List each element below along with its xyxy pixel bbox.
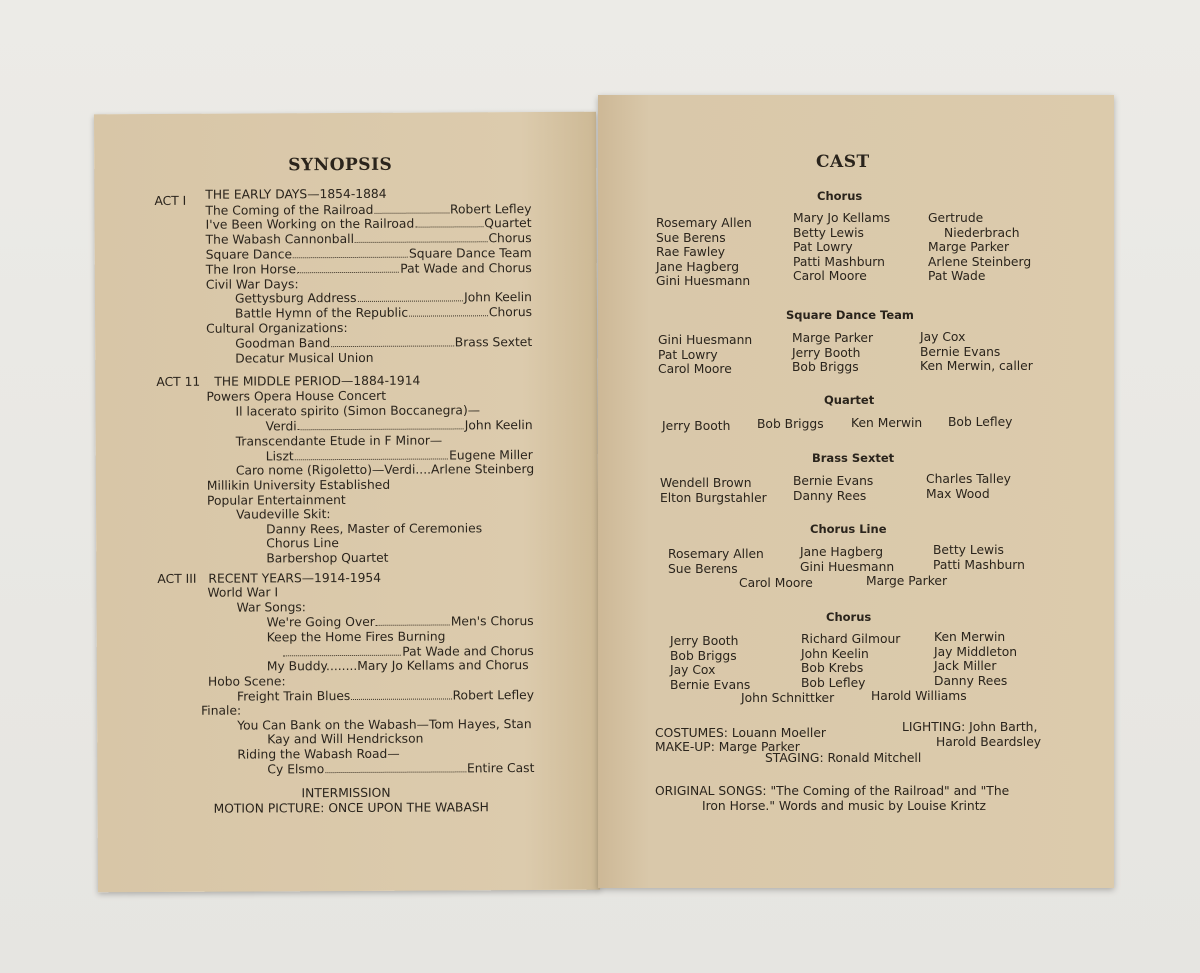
chorus-name: John Schnittker: [741, 691, 835, 705]
quartet-heading: Quartet: [824, 393, 875, 407]
quartet-name: Bob Lefley: [948, 415, 1013, 429]
square-dance-heading: Square Dance Team: [786, 308, 914, 322]
square-column-3: Jay Cox Bernie Evans Ken Merwin, caller: [920, 330, 1033, 374]
program-line: Finale:: [201, 703, 242, 718]
chorus-column-3: Gertrude Niederbrach Marge Parker Arlene Steinberg Pat Wade: [928, 211, 1032, 284]
chorus-line-column-1: Rosemary Allen Sue Berens: [668, 547, 764, 576]
square-column-1: Gini Huesmann Pat Lowry Carol Moore: [658, 333, 753, 377]
chorus-column-1: Rosemary Allen Sue Berens Rae Fawley Jane Hagberg Gini Huesmann: [656, 216, 752, 289]
program-line: Il lacerato spirito (Simon Boccanegra)—: [235, 403, 481, 419]
staging-credit: STAGING: Ronald Mitchell: [765, 751, 922, 765]
makeup-credit: MAKE-UP: Marge Parker: [655, 740, 800, 754]
program-line: Cy Elsmo Entire Cast: [267, 761, 535, 777]
program-line: I've Been Working on the Railroad Quartet: [205, 216, 532, 232]
program-line: Popular Entertainment: [206, 493, 346, 508]
act1-heading: THE EARLY DAYS—1854-1884: [205, 186, 387, 202]
brass-column-2: Bernie Evans Danny Rees: [793, 474, 874, 503]
program-line: World War I: [207, 585, 279, 600]
program-line: Decatur Musical Union: [235, 350, 374, 366]
synopsis-title: SYNOPSIS: [288, 154, 393, 176]
brass-sextet-heading: Brass Sextet: [812, 451, 895, 465]
program-line: Vaudeville Skit:: [236, 507, 331, 522]
program-line: Millikin University Established: [206, 477, 391, 493]
chorus-line-heading: Chorus Line: [810, 522, 887, 536]
program-line: Battle Hymn of the Republic Chorus: [234, 305, 533, 321]
program-line: The Wabash Cannonball Chorus: [205, 231, 532, 247]
chorus-line-name: Carol Moore: [739, 576, 813, 590]
program-line: Square Dance Square Dance Team: [205, 246, 532, 262]
cast-title: CAST: [816, 152, 870, 172]
chorus-column-2: Mary Jo Kellams Betty Lewis Pat Lowry Patti Mashburn Carol Moore: [793, 211, 891, 284]
original-songs-credit-2: Iron Horse." Words and music by Louise Krintz: [702, 799, 986, 813]
program-line: Liszt Eugene Miller: [265, 448, 533, 464]
chorus-line-name: Marge Parker: [866, 574, 948, 588]
chorus-line-column-3: Betty Lewis Patti Mashburn: [933, 543, 1025, 572]
program-line: Chorus Line: [266, 536, 339, 551]
brass-column-1: Wendell Brown Elton Burgstahler: [660, 476, 767, 505]
program-line: Verdi John Keelin: [265, 418, 533, 434]
chorus-column-3: Ken Merwin Jay Middleton Jack Miller Danny Rees: [934, 630, 1018, 688]
square-column-2: Marge Parker Jerry Booth Bob Briggs: [792, 331, 874, 375]
quartet-name: Bob Briggs: [757, 417, 824, 431]
act3-label: ACT III: [157, 571, 197, 586]
costumes-credit: COSTUMES: Louann Moeller: [655, 726, 826, 740]
program-line: Goodman Band Brass Sextet: [235, 335, 533, 351]
chorus-column-2: Richard Gilmour John Keelin Bob Krebs Bob Lefley: [801, 632, 901, 690]
program-line: Barbershop Quartet: [266, 550, 389, 566]
quartet-name: Jerry Booth: [662, 419, 731, 433]
program-line: Gettysburg Address John Keelin: [234, 290, 532, 306]
program-line: War Songs:: [236, 600, 306, 615]
program-line: Freight Train Blues Robert Lefley: [236, 688, 535, 704]
synopsis-page: [94, 112, 600, 893]
program-line: Cultural Organizations:: [206, 320, 348, 336]
program-line: My Buddy........Mary Jo Kellams and Chorus: [266, 658, 529, 674]
act2-heading: THE MIDDLE PERIOD—1884-1914: [214, 373, 421, 389]
act2-label: ACT 11: [156, 374, 201, 389]
program-line: Transcendante Etude in F Minor—: [235, 433, 443, 449]
chorus-heading: Chorus: [817, 189, 863, 203]
program-line: The Iron Horse Pat Wade and Chorus: [205, 261, 532, 277]
program-line: Keep the Home Fires Burning: [266, 629, 446, 645]
program-line: Riding the Wabash Road—: [237, 746, 400, 762]
original-songs-credit: ORIGINAL SONGS: "The Coming of the Railroad" and "The: [655, 784, 1010, 798]
quartet-name: Ken Merwin: [851, 416, 923, 430]
chorus-line-column-2: Jane Hagberg Gini Huesmann: [800, 545, 895, 574]
program-line: We're Going Over Men's Chorus: [266, 614, 534, 630]
chorus-heading: Chorus: [826, 610, 872, 624]
program-line: Kay and Will Hendrickson: [267, 731, 424, 747]
program-line: Civil War Days:: [205, 277, 299, 292]
motion-picture: MOTION PICTURE: ONCE UPON THE WABASH: [213, 800, 489, 816]
program-line: Powers Opera House Concert: [206, 388, 387, 404]
cast-page: [598, 95, 1114, 888]
act3-heading: RECENT YEARS—1914-1954: [208, 570, 382, 586]
brass-column-3: Charles Talley Max Wood: [926, 472, 1011, 501]
program-line: Pat Wade and Chorus: [282, 644, 534, 659]
chorus-name: Harold Williams: [871, 689, 967, 703]
intermission: INTERMISSION: [301, 785, 391, 801]
program-line: The Coming of the Railroad Robert Lefley: [205, 202, 532, 218]
lighting-credit-2: Harold Beardsley: [936, 735, 1042, 749]
program-line: Hobo Scene:: [207, 674, 286, 689]
act1-label: ACT I: [154, 193, 187, 209]
chorus-column-1: Jerry Booth Bob Briggs Jay Cox Bernie Evans: [670, 634, 751, 692]
program-line: Caro nome (Rigoletto)—Verdi....Arlene Steinberg: [235, 462, 535, 478]
program-line: You Can Bank on the Wabash—Tom Hayes, Stan: [237, 717, 532, 733]
program-line: Danny Rees, Master of Ceremonies: [266, 521, 483, 537]
lighting-credit: LIGHTING: John Barth,: [902, 720, 1038, 734]
